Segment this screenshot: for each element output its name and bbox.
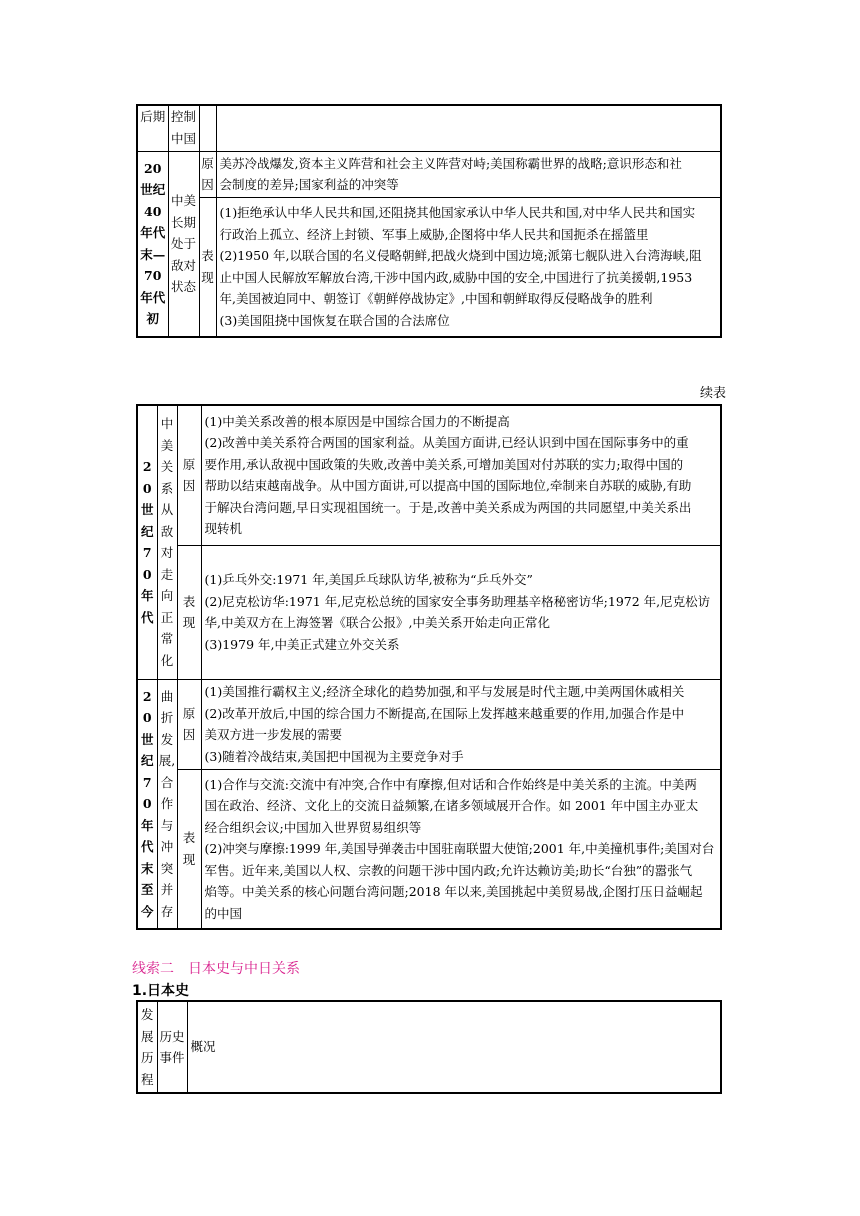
text-line: (2)1950 年,以联合国的名义侵略朝鲜,把战火烧到中国边境;派第七舰队进入台湾海峡,阻: [219, 248, 702, 264]
text-line: (3)美国阻挠中国恢复在联合国的合法席位: [219, 312, 450, 328]
period-cell-70s-present: 20世纪70年代末至今: [137, 679, 157, 929]
table-row: [137, 1001, 721, 1093]
text-line: (3)1979 年,中美正式建立外交关系: [204, 636, 400, 652]
show-label: 表现: [177, 545, 201, 679]
table-row: [137, 151, 721, 197]
text-line: 经合组织会议;中国加入世界贸易组织等: [204, 819, 422, 835]
show-label: 表现: [199, 197, 216, 337]
reason-content: [201, 679, 721, 769]
text-line: 国在政治、经济、文化上的交流日益频繁,在诸多领域展开合作。如 2001 年中国主办亚太: [204, 798, 699, 813]
text-line: 华,中美双方在上海签署《联合公报》,中美关系开始走向正常化: [204, 615, 550, 630]
stage-cell-hostility: 中美长期处于敌对状态: [168, 151, 199, 337]
table-row: [137, 197, 721, 337]
table-row: [137, 105, 721, 151]
continued-label: 续表: [700, 386, 727, 401]
text-line: 军售。近年来,美国以人权、宗教的问题干涉中国内政;允许达赖访美;助长“台独”的嚣张气: [204, 862, 693, 878]
table-row: [137, 769, 721, 929]
text-line: 焰等。中美关系的核心问题台湾问题;2018 年以来,美国挑起中美贸易战,企图打压日益崛起: [204, 884, 703, 899]
text-line: 现转机: [204, 521, 243, 537]
period-cell-70s: 20世纪70年代: [137, 405, 157, 679]
cell-later-period: 后期: [137, 105, 168, 151]
text-line: 要作用,承认敌视中国政策的失败,改善中美关系,可增加美国对付苏联的实力;取得中国的: [204, 456, 684, 472]
stage-cell-normalization: 中美关系从敌对走向正常化: [157, 405, 177, 679]
text-line: 年,美国被迫同中、朝签订《朝鲜停战协定》,中国和朝鲜取得反侵略战争的胜利: [219, 291, 653, 307]
text-line: (2)改善中美关系符合两国的国家利益。从美国方面讲,已经认识到中国在国际事务中的重: [204, 435, 689, 451]
section-title: 线索二 日本史与中日关系: [132, 961, 300, 977]
text-line: 会制度的差异;国家利益的冲突等: [219, 177, 399, 192]
show-label: 表现: [177, 769, 201, 929]
show-content: [216, 197, 721, 337]
reason-label: 原因: [177, 679, 201, 769]
sub-title: 1.日本史: [132, 983, 190, 999]
stage-cell-twists: 曲折发展,合作与冲突并存: [157, 679, 177, 929]
text-line: 行政治上孤立、经济上封锁、军事上威胁,企图将中华人民共和国扼杀在摇篮里: [219, 226, 649, 242]
text-line: (1)合作与交流:交流中有冲突,合作中有摩擦,但对话和合作始终是中美关系的主流。中美两: [204, 776, 697, 792]
reason-label: 原因: [177, 405, 201, 545]
table-row: [137, 545, 721, 679]
text-line: (1)美国推行霸权主义;经济全球化的趋势加强,和平与发展是时代主题,中美两国休戚相关: [204, 684, 685, 699]
cell-empty-content: [216, 105, 721, 151]
text-line: 帮助以结束越南战争。从中国方面讲,可以提高中国的国际地位,牵制来自苏联的威胁,有助: [204, 478, 692, 494]
text-line: (1)乒乓外交:1971 年,美国乒乓球队访华,被称为“乒乓外交”: [204, 572, 533, 587]
header-events: 历史事件: [157, 1001, 187, 1093]
show-content: [201, 769, 721, 929]
cell-control-china: 控制中国: [168, 105, 199, 151]
text-line: 美双方进一步发展的需要: [204, 727, 343, 742]
text-line: (3)随着冷战结束,美国把中国视为主要竞争对手: [204, 748, 464, 764]
text-line: (1)拒绝承认中华人民共和国,还阻挠其他国家承认中华人民共和国,对中华人民共和国实: [219, 205, 696, 221]
table-row: [137, 405, 721, 545]
table-us-china-continued: [136, 404, 722, 930]
header-development: 发展历程: [137, 1001, 157, 1093]
reason-label: 原因: [199, 151, 216, 197]
period-cell-40s-70s: 20世纪40年代末—70年代初: [137, 151, 168, 337]
table-japan-history: [136, 1000, 722, 1094]
table-row: [137, 679, 721, 769]
text-line: (2)改革开放后,中国的综合国力不断提高,在国际上发挥越来越重要的作用,加强合作是中: [204, 705, 685, 721]
reason-content: [216, 151, 721, 197]
text-line: 的中国: [204, 905, 243, 921]
table-us-china-hostility: [136, 104, 722, 338]
cell-empty: [199, 105, 216, 151]
text-line: (1)中美关系改善的根本原因是中国综合国力的不断提高: [204, 413, 510, 429]
text-line: (2)尼克松访华:1971 年,尼克松总统的国家安全事务助理基辛格秘密访华;1972 年,尼克松访: [204, 593, 711, 609]
text-line: (2)冲突与摩擦:1999 年,美国导弹袭击中国驻南联盟大使馆;2001 年,中美撞机事件;美国对台: [204, 841, 715, 856]
text-line: 于解决台湾问题,早日实现祖国统一。于是,改善中美关系成为两国的共同愿望,中美关系出: [204, 499, 692, 515]
header-overview: 概况: [187, 1001, 721, 1093]
show-content: [201, 545, 721, 679]
text-line: 止中国人民解放军解放台湾,干涉中国内政,威胁中国的安全,中国进行了抗美援朝,1953: [219, 269, 693, 285]
reason-content: [201, 405, 721, 545]
text-line: 美苏冷战爆发,资本主义阵营和社会主义阵营对峙;美国称霸世界的战略;意识形态和社: [219, 155, 682, 171]
